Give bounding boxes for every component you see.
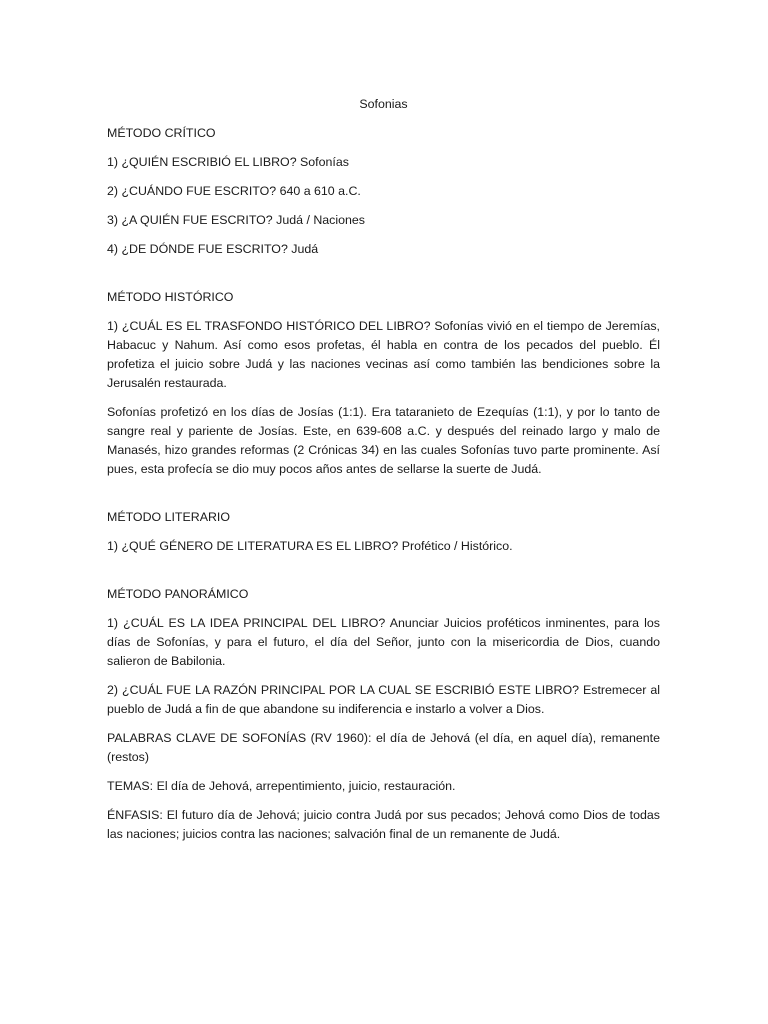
- palabras-clave-paragraph: PALABRAS CLAVE DE SOFONÍAS (RV 1960): el día de Jehová (el día, en aquel día), remanente (restos): [107, 731, 660, 764]
- critico-question-3: 3) ¿A QUIÉN FUE ESCRITO? Judá / Naciones: [107, 213, 365, 227]
- document-title: Sofonias: [359, 97, 408, 111]
- section-spacer: [107, 566, 660, 585]
- literario-question-1: 1) ¿QUÉ GÉNERO DE LITERATURA ES EL LIBRO? Profético / Histórico.: [107, 539, 513, 553]
- enfasis-paragraph: ÉNFASIS: El futuro día de Jehová; juicio contra Judá por sus pecados; Jehová como Dios de todas las naciones; juicios contra las naciones; salvación final de un remanente de Judá.: [107, 808, 660, 841]
- section-spacer: [107, 489, 660, 508]
- historico-paragraph-1: 1) ¿CUÁL ES EL TRASFONDO HISTÓRICO DEL LIBRO? Sofonías vivió en el tiempo de Jeremías, Habacuc y Nahum. Así como esos profetas, él habla en contra de los pecados del pueblo. Él profetiza el juicio sobre Judá y las naciones vecinas así como también las bendiciones sobre la Jerusalén restaurada.: [107, 319, 660, 390]
- document-page: [107, 95, 660, 854]
- section-heading-panoramico: MÉTODO PANORÁMICO: [107, 587, 249, 601]
- panoramico-paragraph-1: 1) ¿CUÁL ES LA IDEA PRINCIPAL DEL LIBRO? Anunciar Juicios proféticos inminentes, para los días de Sofonías, y para el futuro, el día del Señor, junto con la misericordia de Dios, cuando salieron de Babilonia.: [107, 616, 660, 668]
- panoramico-paragraph-2: 2) ¿CUÁL FUE LA RAZÓN PRINCIPAL POR LA CUAL SE ESCRIBIÓ ESTE LIBRO? Estremecer al pueblo de Judá a fin de que abandone su indiferencia e instarlo a volver a Dios.: [107, 683, 660, 716]
- section-heading-critico: MÉTODO CRÍTICO: [107, 126, 216, 140]
- temas-paragraph: TEMAS: El día de Jehová, arrepentimiento, juicio, restauración.: [107, 779, 456, 793]
- historico-paragraph-2: Sofonías profetizó en los días de Josías (1:1). Era tataranieto de Ezequías (1:1), y por lo tanto de sangre real y pariente de Josías. Este, en 639-608 a.C. y después del reinado largo y malo de Manasés, hizo grandes reformas (2 Crónicas 34) en las cuales Sofonías tuvo parte prominente. Así pues, esta profecía se dio muy pocos años antes de sellarse la suerte de Judá.: [107, 405, 660, 476]
- section-spacer: [107, 269, 660, 288]
- section-heading-historico: MÉTODO HISTÓRICO: [107, 290, 234, 304]
- section-heading-literario: MÉTODO LITERARIO: [107, 510, 231, 524]
- critico-question-2: 2) ¿CUÁNDO FUE ESCRITO? 640 a 610 a.C.: [107, 184, 361, 198]
- critico-question-1: 1) ¿QUIÉN ESCRIBIÓ EL LIBRO? Sofonías: [107, 155, 349, 169]
- critico-question-4: 4) ¿DE DÓNDE FUE ESCRITO? Judá: [107, 242, 319, 256]
